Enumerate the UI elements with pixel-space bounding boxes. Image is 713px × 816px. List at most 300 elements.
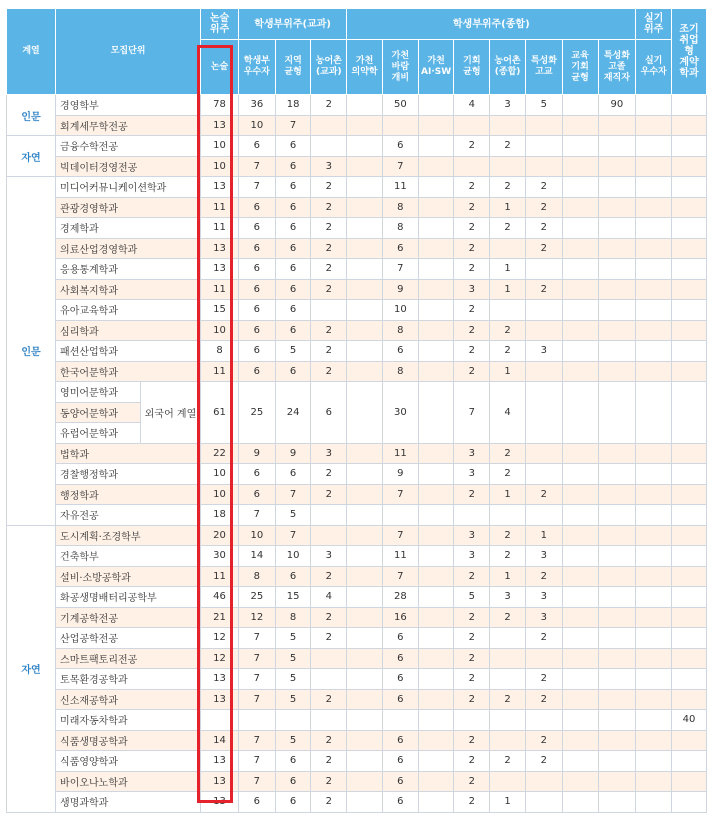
unit-name: 스마트팩토리전공	[56, 648, 201, 669]
value-cell	[636, 95, 672, 116]
value-cell	[598, 136, 636, 157]
value-cell	[672, 238, 707, 259]
value-cell	[347, 648, 383, 669]
value-cell	[598, 792, 636, 813]
value-cell	[347, 238, 383, 259]
value-cell: 2	[311, 771, 347, 792]
value-cell: 9	[382, 279, 418, 300]
value-cell: 7	[238, 648, 275, 669]
value-cell	[562, 279, 598, 300]
value-cell	[598, 279, 636, 300]
value-cell: 2	[490, 546, 526, 567]
category-cell: 인문	[7, 95, 56, 136]
value-cell	[598, 464, 636, 485]
value-cell	[598, 341, 636, 362]
value-cell	[347, 771, 383, 792]
value-cell	[672, 689, 707, 710]
value-cell: 5	[275, 669, 311, 690]
unit-name: 식품생명공학과	[56, 730, 201, 751]
value-cell	[347, 484, 383, 505]
value-cell: 2	[454, 136, 490, 157]
value-cell	[636, 505, 672, 526]
value-cell: 8	[382, 218, 418, 239]
value-cell: 2	[454, 689, 490, 710]
value-cell: 10	[201, 320, 239, 341]
value-cell: 7	[382, 156, 418, 177]
value-cell: 12	[201, 628, 239, 649]
value-cell: 18	[275, 95, 311, 116]
value-cell: 2	[311, 730, 347, 751]
table-row	[7, 197, 707, 218]
value-cell: 4	[454, 95, 490, 116]
value-cell	[598, 730, 636, 751]
value-cell	[598, 320, 636, 341]
value-cell	[418, 300, 454, 321]
table-header	[7, 9, 707, 95]
value-cell: 2	[311, 792, 347, 813]
value-cell: 2	[311, 238, 347, 259]
value-cell: 2	[311, 464, 347, 485]
value-cell: 6	[238, 320, 275, 341]
unit-name: 미래자동차학과	[56, 710, 201, 731]
value-cell	[636, 464, 672, 485]
value-cell: 9	[275, 443, 311, 464]
header-unit: 모집단위	[56, 9, 201, 95]
value-cell: 13	[201, 177, 239, 198]
value-cell	[347, 587, 383, 608]
value-cell	[311, 525, 347, 546]
value-cell	[598, 710, 636, 731]
value-cell	[347, 566, 383, 587]
value-cell: 7	[275, 525, 311, 546]
table-row	[7, 259, 707, 280]
value-cell: 13	[201, 792, 239, 813]
unit-name: 산업공학전공	[56, 628, 201, 649]
value-cell: 5	[275, 505, 311, 526]
value-cell	[672, 95, 707, 116]
value-cell: 2	[311, 279, 347, 300]
value-cell: 2	[454, 566, 490, 587]
value-cell	[636, 669, 672, 690]
value-cell	[490, 771, 526, 792]
unit-name: 동양어문학과	[56, 402, 141, 423]
value-cell: 2	[454, 218, 490, 239]
value-cell: 6	[238, 341, 275, 362]
value-cell	[418, 751, 454, 772]
value-cell	[201, 710, 239, 731]
value-cell	[598, 566, 636, 587]
value-cell	[672, 587, 707, 608]
value-cell	[636, 546, 672, 567]
value-cell: 2	[525, 177, 562, 198]
value-cell	[562, 361, 598, 382]
value-cell: 2	[490, 320, 526, 341]
value-cell: 2	[454, 628, 490, 649]
value-cell	[672, 669, 707, 690]
value-cell	[525, 156, 562, 177]
unit-name: 행정학과	[56, 484, 201, 505]
unit-name: 패션산업학과	[56, 341, 201, 362]
value-cell	[418, 361, 454, 382]
value-cell: 9	[238, 443, 275, 464]
value-cell	[525, 361, 562, 382]
value-cell	[672, 464, 707, 485]
value-cell: 6	[275, 792, 311, 813]
value-cell: 6	[382, 689, 418, 710]
value-cell	[672, 566, 707, 587]
value-cell: 8	[382, 320, 418, 341]
value-cell	[636, 300, 672, 321]
value-cell: 5	[275, 730, 311, 751]
value-cell: 12	[238, 607, 275, 628]
value-cell: 11	[382, 546, 418, 567]
value-cell	[562, 177, 598, 198]
value-cell	[311, 669, 347, 690]
value-cell	[347, 218, 383, 239]
value-cell: 6	[382, 628, 418, 649]
value-cell	[562, 464, 598, 485]
unit-name: 유아교육학과	[56, 300, 201, 321]
value-cell: 4	[490, 382, 526, 444]
value-cell	[418, 238, 454, 259]
value-cell	[347, 525, 383, 546]
value-cell: 11	[201, 279, 239, 300]
value-cell: 2	[454, 361, 490, 382]
unit-name: 심리학과	[56, 320, 201, 341]
value-cell: 11	[201, 197, 239, 218]
header-col: 기회 균형	[454, 40, 490, 95]
value-cell: 13	[201, 669, 239, 690]
value-cell	[347, 628, 383, 649]
value-cell	[311, 136, 347, 157]
value-cell	[598, 669, 636, 690]
value-cell	[418, 689, 454, 710]
value-cell	[418, 320, 454, 341]
value-cell	[562, 669, 598, 690]
unit-name: 도시계획·조경학부	[56, 525, 201, 546]
value-cell: 10	[201, 484, 239, 505]
unit-name: 화공생명배터리공학부	[56, 587, 201, 608]
value-cell: 61	[201, 382, 239, 444]
header-category: 계열	[7, 9, 56, 95]
value-cell	[562, 484, 598, 505]
value-cell	[672, 300, 707, 321]
value-cell: 3	[490, 95, 526, 116]
value-cell: 6	[275, 279, 311, 300]
value-cell	[347, 464, 383, 485]
value-cell	[418, 382, 454, 444]
value-cell: 6	[311, 382, 347, 444]
value-cell	[311, 115, 347, 136]
value-cell	[672, 218, 707, 239]
value-cell: 2	[525, 628, 562, 649]
value-cell	[672, 546, 707, 567]
value-cell: 7	[275, 115, 311, 136]
header-col: 실기 우수자	[636, 40, 672, 95]
value-cell	[598, 628, 636, 649]
value-cell: 3	[454, 443, 490, 464]
value-cell	[490, 115, 526, 136]
value-cell	[418, 136, 454, 157]
value-cell	[562, 115, 598, 136]
table-row	[7, 320, 707, 341]
value-cell	[347, 607, 383, 628]
value-cell	[347, 730, 383, 751]
value-cell: 11	[201, 566, 239, 587]
value-cell: 10	[201, 464, 239, 485]
value-cell	[562, 525, 598, 546]
table-body	[7, 95, 707, 813]
value-cell: 6	[238, 259, 275, 280]
value-cell: 3	[525, 607, 562, 628]
table-row	[7, 751, 707, 772]
unit-name: 생명과학과	[56, 792, 201, 813]
value-cell	[525, 464, 562, 485]
value-cell	[311, 300, 347, 321]
table-row	[7, 710, 707, 731]
value-cell	[418, 648, 454, 669]
value-cell	[382, 710, 418, 731]
value-cell	[598, 546, 636, 567]
value-cell: 10	[382, 300, 418, 321]
value-cell: 2	[454, 259, 490, 280]
value-cell: 2	[490, 177, 526, 198]
table-row	[7, 792, 707, 813]
value-cell: 2	[454, 607, 490, 628]
table-row	[7, 566, 707, 587]
value-cell: 2	[311, 566, 347, 587]
value-cell: 6	[275, 566, 311, 587]
value-cell	[636, 689, 672, 710]
value-cell	[562, 689, 598, 710]
table-row	[7, 300, 707, 321]
value-cell	[562, 566, 598, 587]
value-cell	[562, 730, 598, 751]
value-cell	[525, 382, 562, 444]
value-cell	[347, 300, 383, 321]
unit-name: 유럽어문학과	[56, 423, 141, 444]
value-cell: 1	[490, 361, 526, 382]
table-row	[7, 771, 707, 792]
value-cell	[636, 607, 672, 628]
value-cell: 1	[490, 484, 526, 505]
value-cell	[598, 300, 636, 321]
header-early-group: 조기 취업 형 계약 학과	[672, 9, 707, 95]
value-cell: 3	[454, 546, 490, 567]
table-row	[7, 607, 707, 628]
value-cell	[562, 136, 598, 157]
value-cell	[418, 484, 454, 505]
value-cell: 2	[311, 361, 347, 382]
value-cell: 8	[382, 361, 418, 382]
value-cell: 6	[238, 279, 275, 300]
value-cell: 21	[201, 607, 239, 628]
unit-name: 토목환경공학과	[56, 669, 201, 690]
value-cell: 2	[454, 238, 490, 259]
value-cell	[562, 546, 598, 567]
value-cell	[562, 300, 598, 321]
value-cell: 10	[201, 156, 239, 177]
value-cell	[525, 771, 562, 792]
value-cell	[238, 710, 275, 731]
value-cell: 1	[490, 792, 526, 813]
value-cell: 6	[275, 177, 311, 198]
value-cell: 15	[275, 587, 311, 608]
value-cell	[562, 218, 598, 239]
value-cell	[636, 177, 672, 198]
unit-name: 관광경영학과	[56, 197, 201, 218]
value-cell: 5	[454, 587, 490, 608]
value-cell	[418, 628, 454, 649]
value-cell	[454, 505, 490, 526]
value-cell	[636, 525, 672, 546]
value-cell	[598, 238, 636, 259]
value-cell: 6	[275, 238, 311, 259]
unit-name: 응용통계학과	[56, 259, 201, 280]
value-cell	[418, 95, 454, 116]
value-cell: 6	[382, 792, 418, 813]
category-cell: 인문	[7, 177, 56, 526]
value-cell: 2	[490, 689, 526, 710]
unit-name: 기계공학전공	[56, 607, 201, 628]
value-cell	[562, 197, 598, 218]
value-cell	[418, 279, 454, 300]
value-cell: 90	[598, 95, 636, 116]
value-cell: 6	[275, 751, 311, 772]
value-cell: 7	[238, 156, 275, 177]
value-cell: 13	[201, 115, 239, 136]
value-cell: 7	[382, 525, 418, 546]
table-row	[7, 546, 707, 567]
value-cell	[672, 115, 707, 136]
value-cell: 8	[275, 607, 311, 628]
table-row	[7, 484, 707, 505]
value-cell: 5	[275, 628, 311, 649]
value-cell	[525, 710, 562, 731]
value-cell: 46	[201, 587, 239, 608]
value-cell	[636, 361, 672, 382]
value-cell	[525, 259, 562, 280]
value-cell: 11	[382, 177, 418, 198]
value-cell	[672, 259, 707, 280]
value-cell: 7	[238, 751, 275, 772]
value-cell	[418, 546, 454, 567]
value-cell: 20	[201, 525, 239, 546]
header-subject-group: 학생부위주(교과)	[238, 9, 346, 40]
value-cell	[636, 730, 672, 751]
value-cell: 6	[382, 730, 418, 751]
value-cell	[636, 197, 672, 218]
value-cell: 8	[382, 197, 418, 218]
value-cell: 2	[454, 771, 490, 792]
value-cell: 5	[275, 341, 311, 362]
value-cell: 6	[238, 238, 275, 259]
value-cell: 2	[525, 566, 562, 587]
value-cell	[672, 382, 707, 444]
table-row	[7, 669, 707, 690]
value-cell	[598, 525, 636, 546]
value-cell: 7	[238, 628, 275, 649]
unit-name: 식품영양학과	[56, 751, 201, 772]
value-cell: 36	[238, 95, 275, 116]
value-cell	[636, 443, 672, 464]
value-cell	[347, 710, 383, 731]
table-row	[7, 689, 707, 710]
value-cell	[562, 710, 598, 731]
value-cell	[562, 156, 598, 177]
value-cell	[672, 279, 707, 300]
value-cell	[490, 156, 526, 177]
value-cell	[418, 792, 454, 813]
unit-name: 법학과	[56, 443, 201, 464]
value-cell	[636, 751, 672, 772]
value-cell	[598, 259, 636, 280]
value-cell	[418, 730, 454, 751]
header-col: 지역 균형	[275, 40, 311, 95]
value-cell: 3	[525, 546, 562, 567]
value-cell	[347, 156, 383, 177]
unit-name: 한국어문학과	[56, 361, 201, 382]
value-cell	[525, 443, 562, 464]
value-cell	[598, 689, 636, 710]
value-cell: 2	[490, 136, 526, 157]
value-cell: 7	[238, 669, 275, 690]
value-cell	[347, 259, 383, 280]
category-cell: 자연	[7, 136, 56, 177]
value-cell	[347, 443, 383, 464]
value-cell: 4	[311, 587, 347, 608]
value-cell	[562, 628, 598, 649]
value-cell: 1	[490, 279, 526, 300]
value-cell	[636, 587, 672, 608]
value-cell	[672, 136, 707, 157]
unit-name: 의료산업경영학과	[56, 238, 201, 259]
unit-name: 건축학부	[56, 546, 201, 567]
value-cell	[418, 525, 454, 546]
value-cell	[418, 566, 454, 587]
value-cell	[672, 771, 707, 792]
table-row	[7, 505, 707, 526]
value-cell	[562, 751, 598, 772]
value-cell: 2	[311, 751, 347, 772]
value-cell	[347, 382, 383, 444]
value-cell	[382, 115, 418, 136]
value-cell	[347, 792, 383, 813]
value-cell	[525, 115, 562, 136]
value-cell	[598, 505, 636, 526]
value-cell	[636, 259, 672, 280]
header-practical-group: 실기 위주	[636, 9, 672, 40]
value-cell: 3	[454, 464, 490, 485]
header-col: 가천 AI·SW	[418, 40, 454, 95]
value-cell: 6	[238, 361, 275, 382]
value-cell	[454, 710, 490, 731]
value-cell	[347, 177, 383, 198]
value-cell	[672, 792, 707, 813]
value-cell: 6	[382, 751, 418, 772]
header-essay: 논술	[201, 40, 239, 95]
value-cell: 13	[201, 238, 239, 259]
value-cell	[672, 443, 707, 464]
table-row	[7, 177, 707, 198]
value-cell: 40	[672, 710, 707, 731]
table-row	[7, 341, 707, 362]
value-cell	[347, 505, 383, 526]
value-cell: 2	[311, 607, 347, 628]
value-cell	[418, 341, 454, 362]
value-cell: 2	[454, 320, 490, 341]
value-cell: 2	[311, 341, 347, 362]
